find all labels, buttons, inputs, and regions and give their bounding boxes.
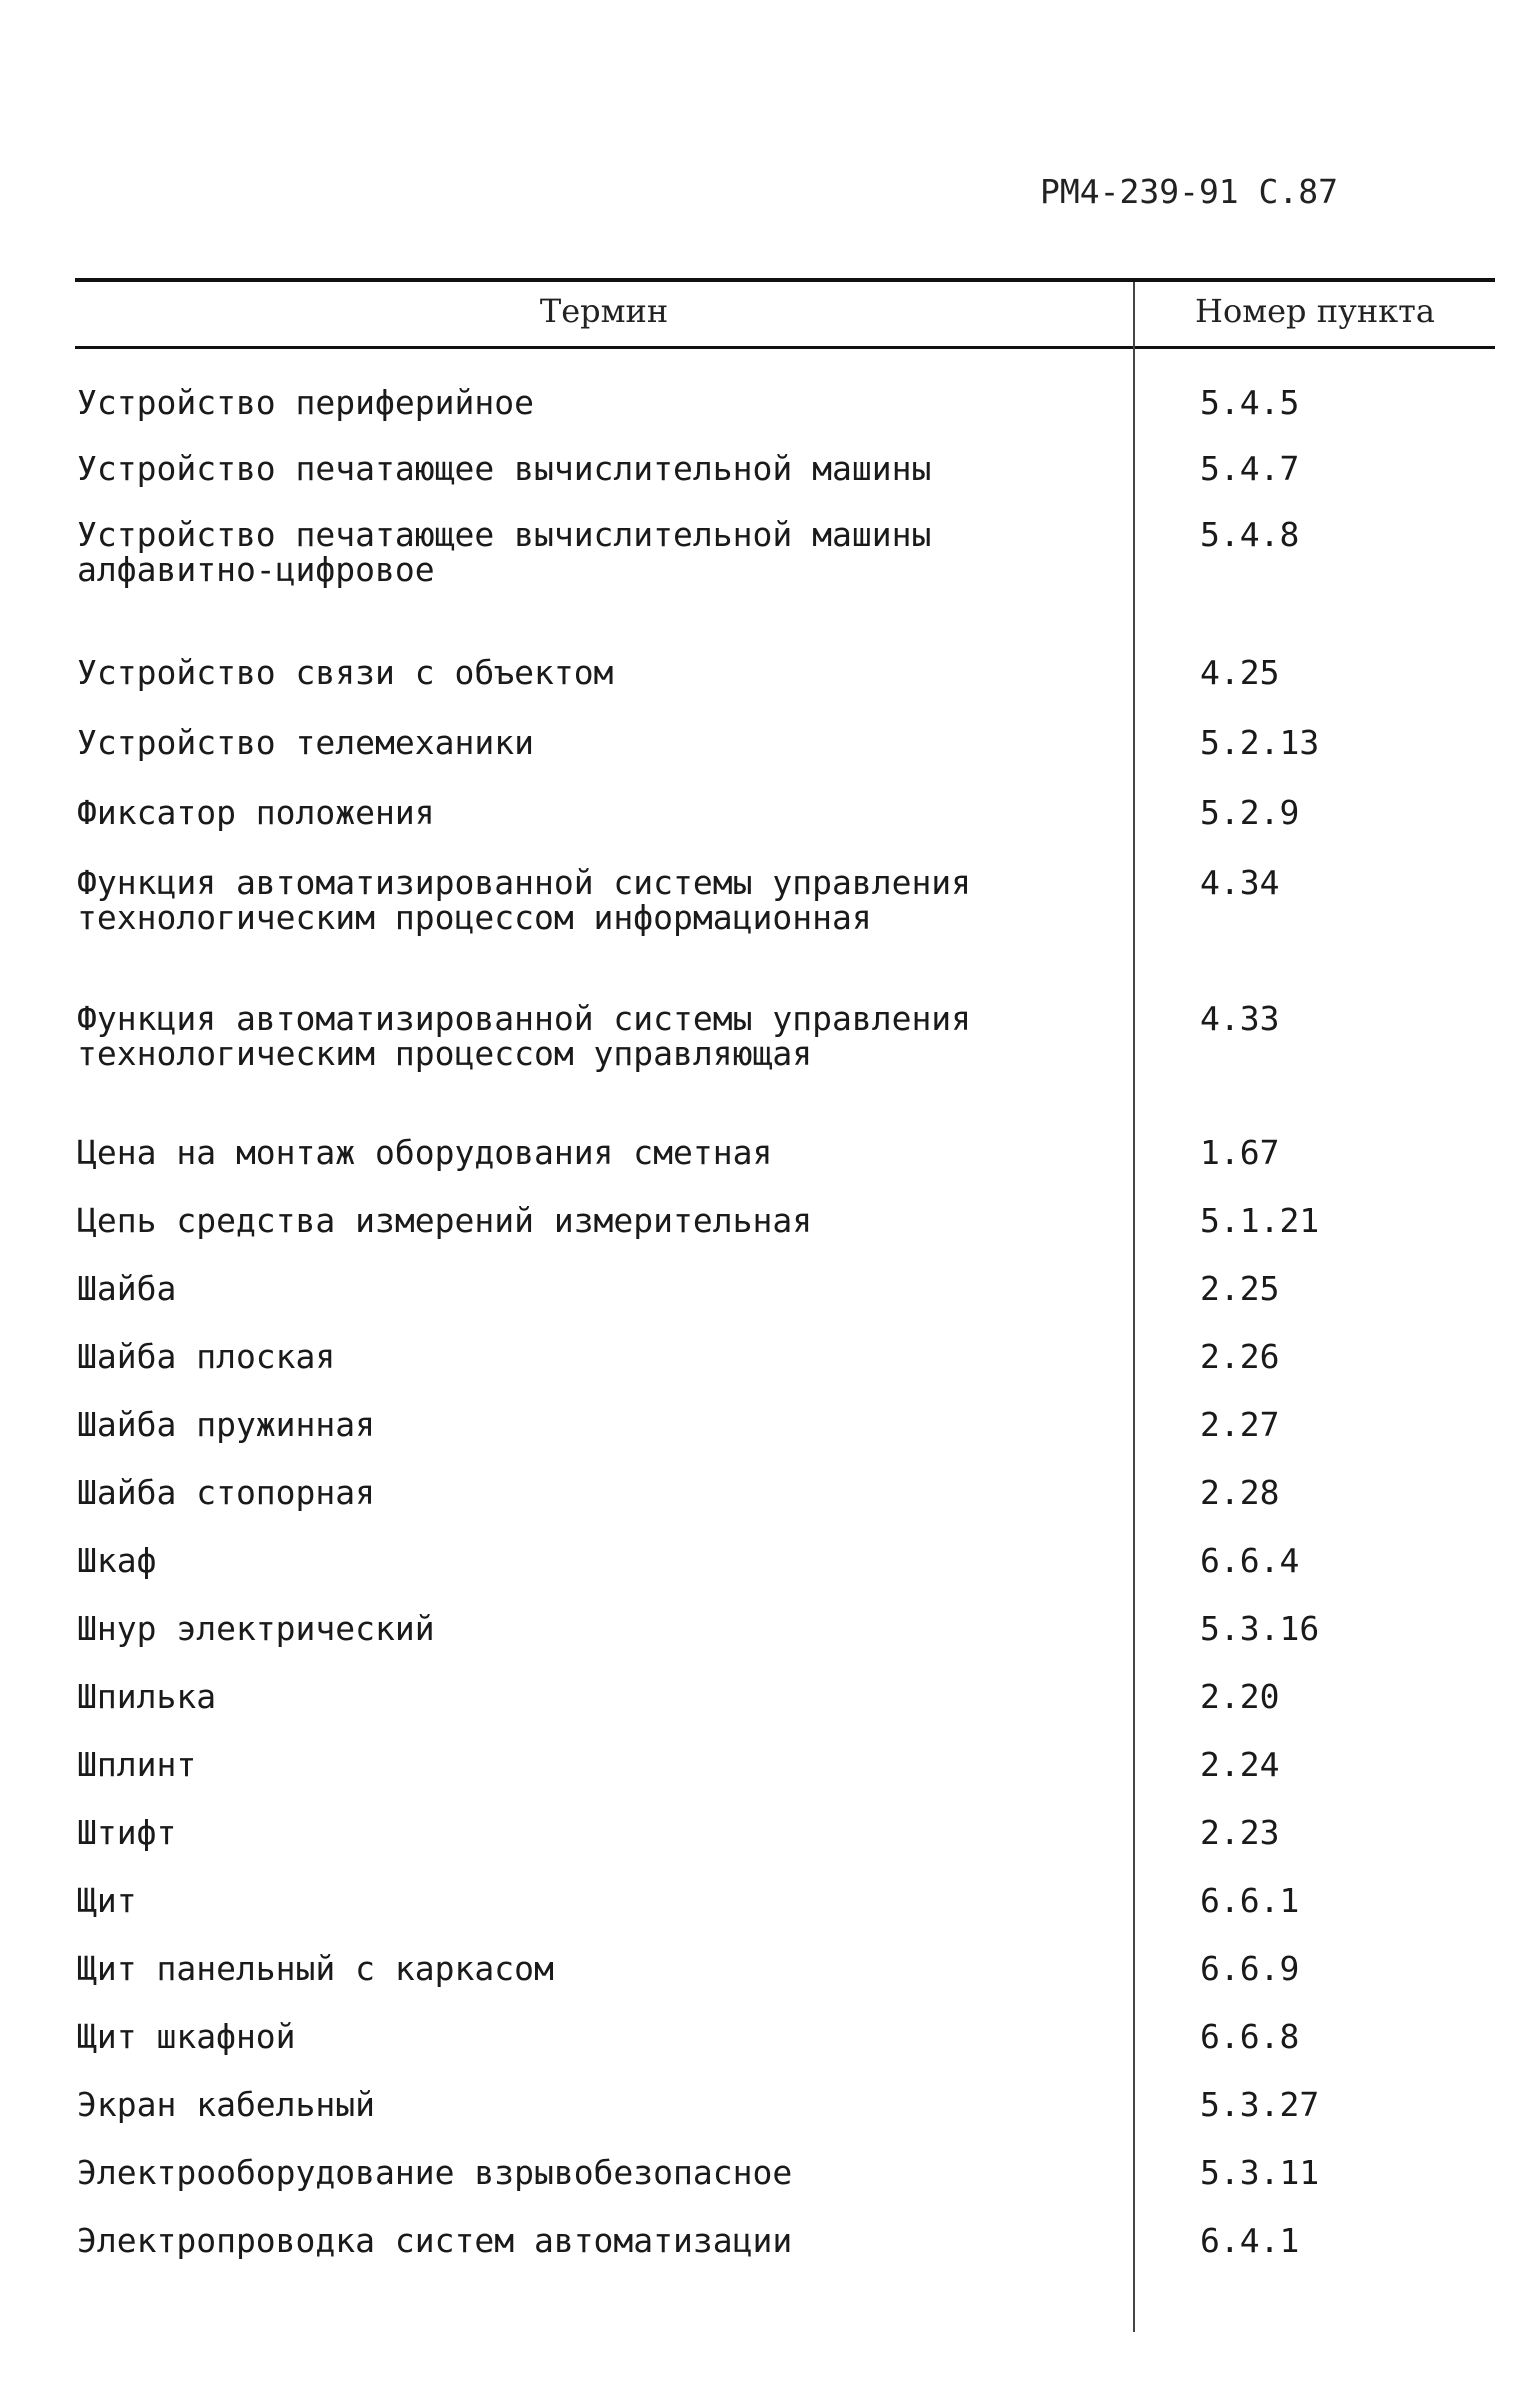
term-cell: Шпилька — [77, 1677, 217, 1716]
number-cell: 2.26 — [1200, 1337, 1280, 1376]
number-cell: 6.6.1 — [1200, 1881, 1300, 1920]
term-cell: Функция автоматизированной системы управления технологическим процессом информационная — [77, 863, 972, 937]
number-cell: 5.3.11 — [1200, 2153, 1320, 2192]
number-cell: 2.20 — [1200, 1677, 1280, 1716]
term-cell: Устройство печатающее вычислительной машины алфавитно-цифровое — [77, 515, 932, 589]
term-cell: Функция автоматизированной системы управления технологическим процессом управляющая — [77, 999, 972, 1073]
number-cell: 5.4.8 — [1200, 515, 1300, 554]
term-cell: Шайба стопорная — [77, 1473, 376, 1512]
term-cell: Устройство телемеханики — [77, 723, 534, 762]
number-cell: 5.3.27 — [1200, 2085, 1320, 2124]
number-cell: 6.6.9 — [1200, 1949, 1300, 1988]
term-cell: Цена на монтаж оборудования сметная — [77, 1133, 773, 1172]
number-cell: 2.23 — [1200, 1813, 1280, 1852]
number-cell: 2.25 — [1200, 1269, 1280, 1308]
term-cell: Шайба — [77, 1269, 177, 1308]
term-cell: Шнур электрический — [77, 1609, 435, 1648]
number-cell: 4.34 — [1200, 863, 1280, 902]
number-cell: 4.33 — [1200, 999, 1280, 1038]
term-cell: Экран кабельный — [77, 2085, 376, 2124]
number-cell: 5.3.16 — [1200, 1609, 1320, 1648]
term-cell: Щит — [77, 1881, 137, 1920]
term-cell: Шкаф — [77, 1541, 157, 1580]
term-cell: Устройство печатающее вычислительной машины — [77, 449, 932, 488]
number-cell: 6.6.8 — [1200, 2017, 1300, 2056]
number-cell: 5.4.5 — [1200, 383, 1300, 422]
number-cell: 6.4.1 — [1200, 2221, 1300, 2260]
term-cell: Штифт — [77, 1813, 177, 1852]
term-cell: Шплинт — [77, 1745, 197, 1784]
number-cell: 5.1.21 — [1200, 1201, 1320, 1240]
term-cell: Электропроводка систем автоматизации — [77, 2221, 793, 2260]
table-top-rule — [75, 278, 1495, 282]
number-cell: 2.27 — [1200, 1405, 1280, 1444]
number-cell: 5.4.7 — [1200, 449, 1300, 488]
table-header-rule — [75, 346, 1495, 349]
term-cell: Устройство связи с объектом — [77, 653, 614, 692]
number-cell: 4.25 — [1200, 653, 1280, 692]
term-cell: Щит панельный с каркасом — [77, 1949, 554, 1988]
term-cell: Шайба пружинная — [77, 1405, 376, 1444]
number-cell: 5.2.13 — [1200, 723, 1320, 762]
number-cell: 5.2.9 — [1200, 793, 1300, 832]
column-header-term: Термин — [539, 292, 669, 330]
number-cell: 1.67 — [1200, 1133, 1280, 1172]
column-divider — [1133, 282, 1135, 2332]
term-cell: Фиксатор положения — [77, 793, 435, 832]
number-cell: 2.28 — [1200, 1473, 1280, 1512]
term-cell: Щит шкафной — [77, 2017, 296, 2056]
term-cell: Электрооборудование взрывобезопасное — [77, 2153, 793, 2192]
page-header: РМ4-239-91 С.87 — [1040, 172, 1339, 211]
term-cell: Шайба плоская — [77, 1337, 336, 1376]
number-cell: 6.6.4 — [1200, 1541, 1300, 1580]
term-cell: Устройство периферийное — [77, 383, 534, 422]
term-cell: Цепь средства измерений измерительная — [77, 1201, 813, 1240]
number-cell: 2.24 — [1200, 1745, 1280, 1784]
column-header-number: Номер пункта — [1195, 292, 1435, 330]
